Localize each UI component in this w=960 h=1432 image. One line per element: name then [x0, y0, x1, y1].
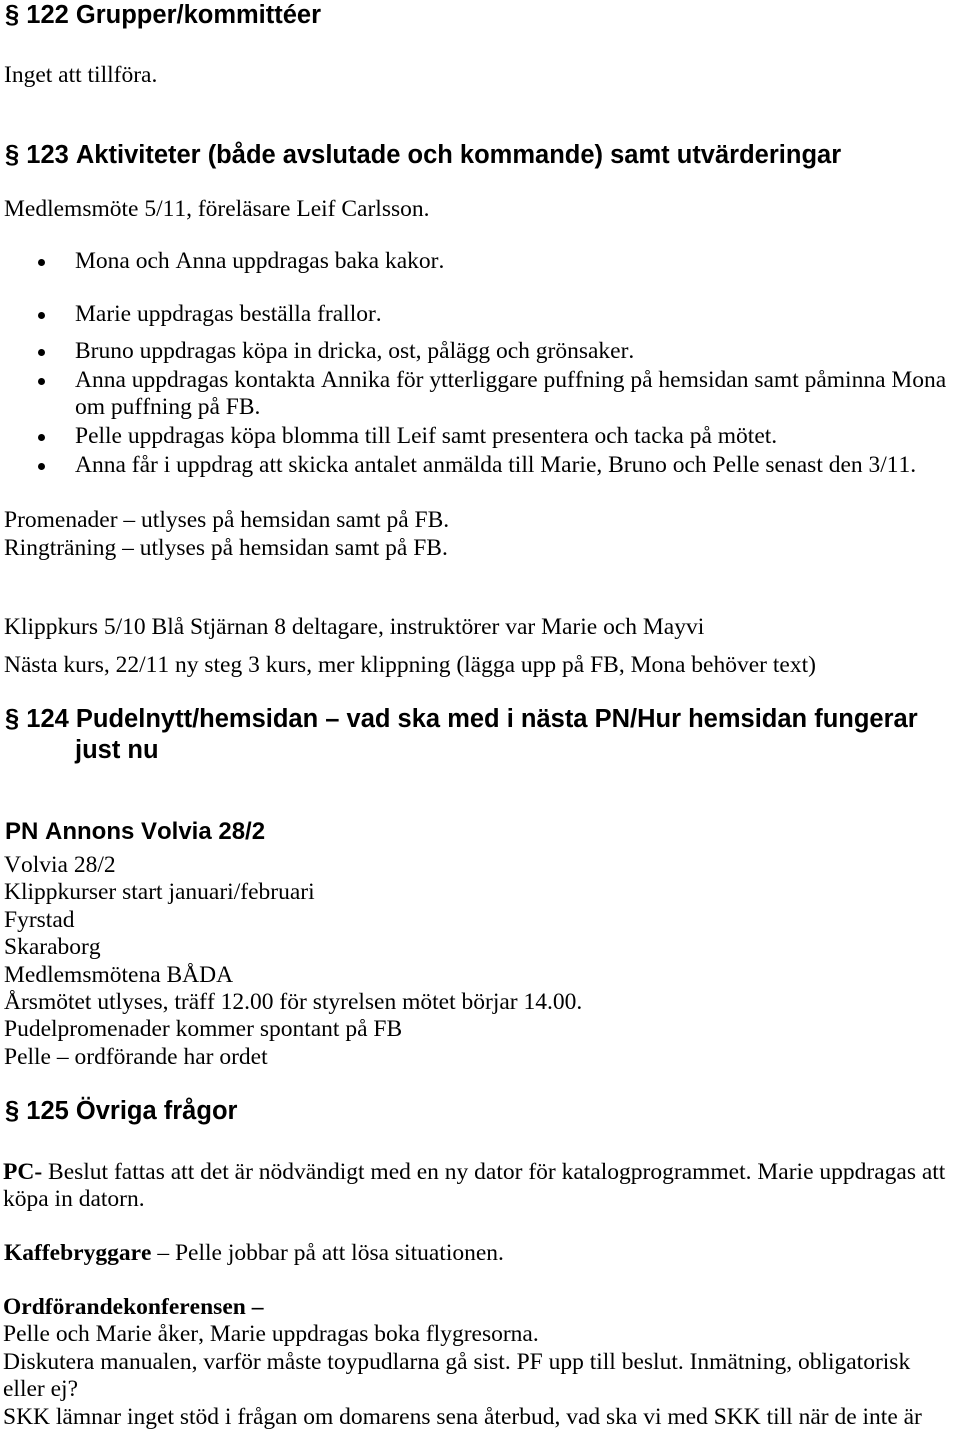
task-text: Pelle uppdragas köpa blomma till Leif samt presentera och tacka på mötet.	[75, 423, 778, 449]
bullet-icon	[38, 259, 45, 266]
pc-text: Beslut fattas att det är nödvändigt med en ny dator för katalogprogrammet. Marie uppdragas att köpa in datorn.	[3, 1159, 946, 1213]
grooming-course-note: Klippkurs 5/10 Blå Stjärnan 8 deltagare, instruktörer var Marie och Mayvi	[4, 614, 705, 640]
coffee-maker-text: – Pelle jobbar på att lösa situationen.	[157, 1240, 504, 1266]
bullet-icon	[38, 349, 45, 356]
bullet-icon	[38, 434, 45, 441]
task-item	[75, 423, 955, 450]
chair-conference-line: Pelle och Marie åker, Marie uppdragas boka flygresorna.	[3, 1321, 539, 1348]
ad-item: Skaraborg	[4, 934, 101, 961]
ad-heading: PN Annons Volvia 28/2	[5, 818, 266, 845]
task-item	[75, 452, 955, 479]
pc-note	[3, 1159, 953, 1214]
ad-item: Klippkurser start januari/februari	[4, 879, 315, 906]
ring-training-note: Ringträning – utlyses på hemsidan samt på FB.	[4, 535, 448, 561]
ad-item: Volvia 28/2	[4, 852, 116, 878]
task-text: Anna uppdragas kontakta Annika för ytterliggare puffning på hemsidan samt påminna Mona om puffning på FB.	[75, 367, 947, 421]
ad-item-list	[4, 852, 582, 1071]
section-heading-125: § 125 Övriga frågor	[5, 1097, 238, 1125]
task-text: Marie uppdragas beställa frallor.	[75, 301, 382, 327]
next-course-note: Nästa kurs, 22/11 ny steg 3 kurs, mer klippning (lägga upp på FB, Mona behöver text)	[4, 652, 816, 678]
section-heading-122: § 122 Grupper/kommittéer	[5, 1, 322, 29]
coffee-maker-note	[4, 1240, 504, 1267]
pc-label: PC-	[3, 1159, 43, 1185]
section-122-text: Inget att tillföra.	[4, 62, 158, 88]
task-item	[75, 367, 955, 422]
chair-conference-label: Ordförandekonferensen –	[3, 1294, 264, 1320]
task-text: Bruno uppdragas köpa in dricka, ost, pålägg och grönsaker.	[75, 338, 635, 364]
task-item	[75, 301, 955, 328]
bullet-icon	[38, 312, 45, 319]
ad-item: Pelle – ordförande har ordet	[4, 1043, 268, 1070]
ad-item: Fyrstad	[4, 906, 75, 933]
task-item	[75, 248, 955, 275]
chair-conference-line: SKK lämnar inget stöd i frågan om domarens sena återbud, vad ska vi med SKK till när de inte är	[3, 1403, 922, 1430]
bullet-icon	[38, 463, 45, 470]
ad-item: Medlemsmötena BÅDA	[4, 961, 234, 988]
walks-note: Promenader – utlyses på hemsidan samt på FB.	[4, 507, 450, 533]
task-text: Mona och Anna uppdragas baka kakor.	[75, 248, 445, 274]
ad-item: Årsmötet utlyses, träff 12.00 för styrelsen mötet börjar 14.00.	[4, 989, 583, 1016]
section-heading-124: § 124 Pudelnytt/hemsidan – vad ska med i nästa PN/Hur hemsidan fungerar just nu	[5, 705, 918, 764]
coffee-maker-label: Kaffebryggare	[4, 1240, 152, 1266]
task-text: Anna får i uppdrag att skicka antalet anmälda till Marie, Bruno och Pelle senast den 3/11.	[75, 452, 917, 478]
chair-conference-line: Diskutera manualen, varför måste toypudlarna gå sist. PF upp till beslut. Inmätning, obligatorisk eller ej?	[3, 1348, 911, 1403]
section-heading-123: § 123 Aktiviteter (både avslutade och kommande) samt utvärderingar	[5, 141, 842, 169]
task-item	[75, 338, 955, 365]
meeting-note: Medlemsmöte 5/11, föreläsare Leif Carlsson.	[4, 196, 430, 222]
chair-conference-block	[3, 1294, 953, 1431]
ad-item: Pudelpromenader kommer spontant på FB	[4, 1016, 403, 1043]
bullet-icon	[38, 378, 45, 385]
